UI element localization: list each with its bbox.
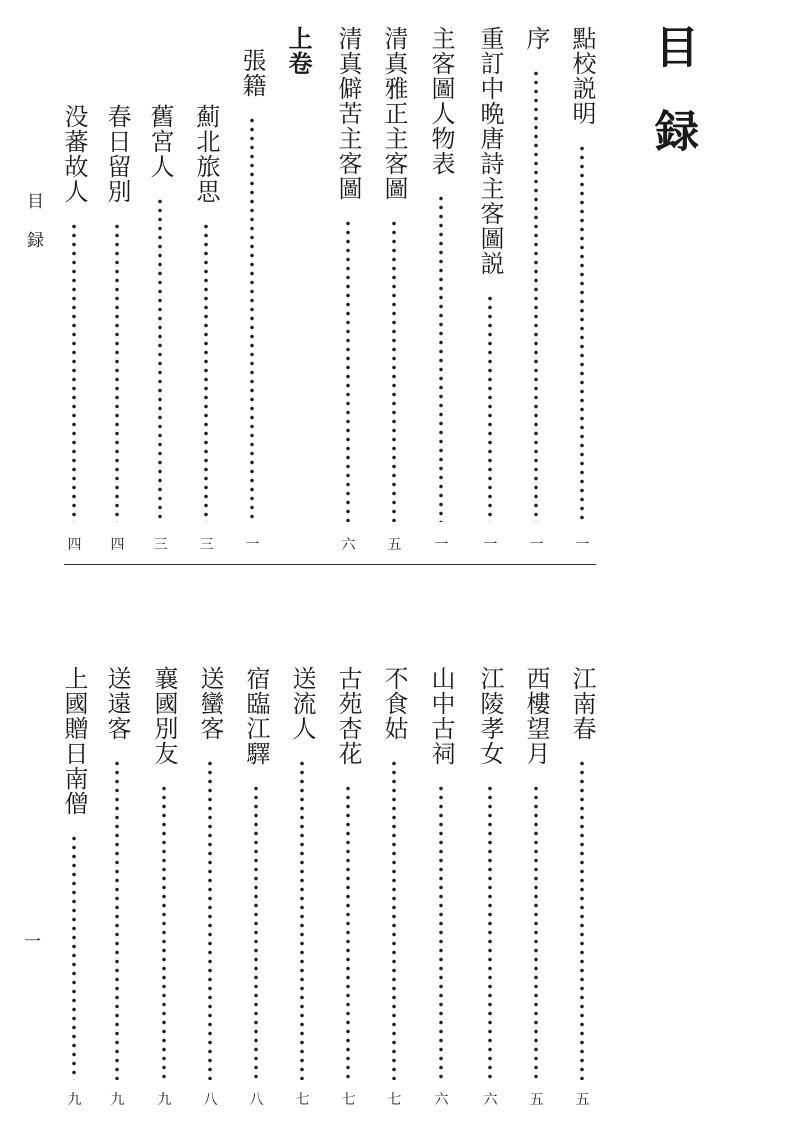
leader-dots [392,219,396,522]
toc-entry-title: 序 [522,26,550,51]
leader-dots [439,784,443,1080]
leader-dots [115,222,119,522]
leader-dots [254,784,258,1080]
toc-page-number: 六 [341,537,355,553]
leader-dots [346,219,350,522]
leader-dots [346,784,350,1080]
toc-page-number: 一 [575,537,589,553]
toc-page-number: 三 [199,537,213,553]
leader-dots [115,759,119,1080]
toc-entry-title: 送遠客 [103,666,131,741]
leader-dots [488,784,492,1080]
leader-dots [392,759,396,1080]
toc-page-number: 一 [529,537,543,553]
toc-page-number: 一 [434,537,448,553]
toc-entry-title: 送流人 [288,666,316,741]
section-heading: 上卷 [284,26,313,76]
toc-entry-title: 不食姑 [380,666,408,741]
toc-page-number: 三 [153,537,167,553]
leader-dots [439,194,443,522]
toc-page-number: 七 [295,1092,309,1108]
leader-dots [580,759,584,1080]
toc-page-number: 九 [67,1092,81,1108]
toc-entry-title: 主客圖人物表 [427,26,455,176]
leader-dots [162,784,166,1080]
leader-dots [250,116,254,522]
toc-entry-title: 西樓望月 [522,666,550,766]
toc-entry-title: 薊北旅思 [192,104,220,204]
toc-page-number: 九 [157,1092,171,1108]
toc-entry-title: 清真僻苦主客圖 [334,26,362,201]
running-head: 目録 [23,192,43,270]
toc-entry-title: 没蕃故人 [60,104,88,204]
leader-dots [72,834,76,1080]
toc-entry-title: 送蠻客 [196,666,224,741]
toc-page-number: 六 [434,1092,448,1108]
leader-dots [534,69,538,522]
toc-page-number: 六 [483,1092,497,1108]
toc-entry-title: 襄國別友 [150,666,178,766]
toc-page-number: 九 [110,1092,124,1108]
toc-entry-title: 古苑杏花 [334,666,362,766]
toc-entry-title: 點校説明 [568,26,596,126]
toc-entry-title: 江南春 [568,666,596,741]
toc-page-number: 八 [203,1092,217,1108]
leader-dots [534,784,538,1080]
toc-entry-title: 重訂中晩唐詩主客圖説 [476,26,504,276]
toc-entry-title: 上國贈日南僧 [60,666,88,816]
page-folio: 一 [24,932,41,952]
toc-entry-title: 舊宮人 [146,104,174,179]
leader-dots [300,759,304,1080]
toc-entry-title: 山中古祠 [427,666,455,766]
toc-page-number: 一 [483,537,497,553]
toc-entry-title: 宿臨江驛 [242,666,270,766]
toc-page-number: 七 [387,1092,401,1108]
toc-entry-title: 張籍 [238,48,266,98]
toc-page-number: 七 [341,1092,355,1108]
toc-entry-title: 江陵孝女 [476,666,504,766]
toc-page-number: 四 [110,537,124,553]
toc-page-number: 五 [575,1092,589,1108]
toc-page-number: 八 [249,1092,263,1108]
leader-dots [204,222,208,522]
toc-page-number: 四 [67,537,81,553]
toc-entry-title: 清真雅正主客圖 [380,26,408,201]
leader-dots [158,197,162,522]
toc-page-number: 五 [529,1092,543,1108]
leader-dots [208,759,212,1080]
leader-dots [580,144,584,522]
toc-page-number: 五 [387,537,401,553]
leader-dots [72,222,76,522]
toc-entry-title: 春日留別 [103,104,131,204]
page-title: 目録 [647,24,698,192]
block-divider [64,564,596,565]
leader-dots [488,294,492,522]
toc-page-number: 一 [245,537,259,553]
